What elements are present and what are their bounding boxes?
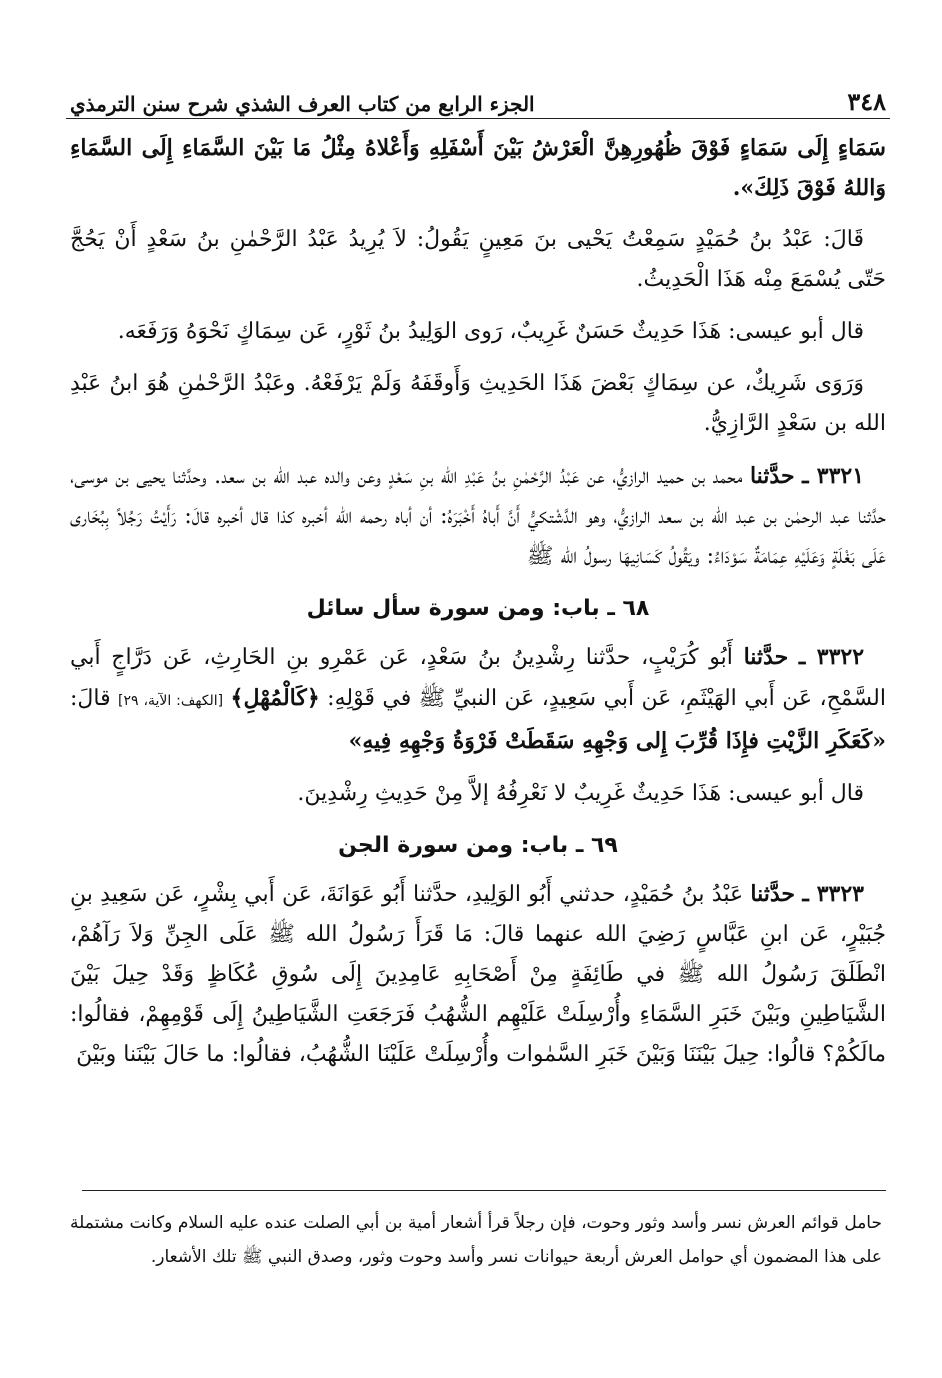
page-header: [70, 76, 886, 116]
hadith-3322: [70, 637, 886, 762]
hadith-text: قالَ:: [70, 686, 111, 711]
prophet-quote: «كَعَكَرِ الزَّيْتِ فإِذَا قُرِّبَ إِلى وَجْهِهِ سَقَطَتْ فَرْوَةُ وَجْهِهِ فِيهِ»: [348, 728, 886, 754]
commentary-paragraph: قَالَ: عَبْدُ بنُ حُمَيْدٍ سَمِعْتُ يَحْيى بنَ مَعِينٍ يَقُولُ: لاَ يُرِيدُ عَبْدُ الرَّحْمٰنِ بنُ سَعْدٍ أَنْ يَحُجَّ حَتّى يُسْمَعَ مِنْه هَذَا الْحَدِيثُ.: [70, 227, 886, 292]
hadith-text: عَبْدُ بنُ حُمَيْدٍ، حدثني أَبُو الوَلِيدِ، حدَّثنا أَبُو عَوَانَةَ، عَن أَبي بِشْرٍ، عَن سَعِيدِ بنِ جُبَيْرٍ، عَن ابنِ عَبَّاسٍ رَضِيَ الله عنهما قالَ: مَا قَرَأَ رَسُولُ الله ﷺ عَلَى الجِنِّ وَلاَ رَآهُمْ، انْطَلَقَ رَسُولُ الله ﷺ في طَائِفَةٍ مِنْ أَصْحَابِهِ عَامِدِينَ إِلَى سُوقِ عُكَاظٍ وَقَدْ حِيلَ بَيْنَ الشَّيَاطِينِ وبَيْنَ خَبَرِ السَّمَاءِ وأُرْسِلَتْ عَلَيْهِم الشُّهُبُ فَرَجَعَتِ الشَّيَاطِينُ إِلَى قَوْمِهِمْ، فقالُوا: مالَكُمْ؟ قالُوا: حِيلَ بَيْنَنَا وَبَيْنَ خَبَرِ السَّمٰوات وأُرْسِلَتْ عَلَيْنَا الشُّهُبُ، فقالُوا: ما حَالَ بَيْنَنا وبَيْنَ: [70, 882, 886, 1067]
main-text: [70, 128, 886, 1087]
hadith-opener: حدَّثنا: [750, 881, 796, 907]
hadith-text: أَبُو كُرَيْبٍ، حدَّثنا رِشْدِينُ بنُ سَعْدٍ، عَن عَمْرِو بنِ الحَارِثِ، عَن دَرَّاجٍ أَبي السَّمْحِ، عَن أَبي الهَيْثَمِ، عَن أَبي سَعِيدٍ، عَن النبيِّ ﷺ في قَوْلِهِ:: [70, 645, 886, 711]
hadith-opener: حدَّثنا: [749, 463, 795, 489]
sharik-narration: وَرَوَى شَرِيكٌ، عن سِمَاكٍ بَعْضَ هَذَا الحَدِيثِ وَأَوقَفَهُ وَلَمْ يَرْفَعْهُ. وعَبْدُ الرَّحْمٰنِ هُوَ ابنُ عَبْدِ الله بن سَعْدٍ الرَّازِيُّ.: [70, 371, 886, 436]
hadith-text: محمد بن حميد الرازيُّ، عن عَبْدُ الرَّحْمٰنِ بنُ عَبْدِ الله بنِ سَعْدٍ وعن والده عبد الله بن سعد. وحدَّثنا يحيى بن موسى، حدَّثنا عبد الرحمٰن بن عبد الله بن سعد الرازيُّ، وهو الدَّشْتكيُّ أَنَّ أَباهُ أَخْبَرَهُ: أن أباه رحمه الله أخبره كذا قال أخبره قالَ: رَأَيْتُ رَجُلاً بِبُخَارى عَلَى بَغْلَةٍ وَعَلَيْهِ عِمَامَةٌ سَوْدَاءُ: ويَقُولُ كَسَانِيهَا رسولُ الله ﷺ: [70, 464, 886, 569]
hadith-continuation: سَمَاءٍ إِلَى سَمَاءٍ فَوْقَ ظُهُورِهِنَّ الْعَرْشُ بَيْنَ أَسْفَلِهِ وَأَعْلاهُ مِثْلُ مَا بَيْنَ السَّمَاءِ إِلَى السَّمَاءِ وَاللهُ فَوْقَ ذَلِكَ».: [70, 135, 886, 201]
header-divider: [66, 118, 890, 119]
hadith-number: ٣٣٢٣ ـ: [802, 881, 864, 907]
running-title: الجزء الرابع من كتاب العرف الشذي شرح سنن الترمذي: [70, 92, 535, 116]
quran-quote: ﴿كَالْمُهْلِ﴾: [230, 685, 320, 711]
chapter-heading-69: ٦٩ ـ باب: ومن سورة الجن: [338, 833, 618, 858]
abu-isa-remark: قال أبو عيسى: هَذَا حَدِيثٌ غَرِيبٌ لا نَعْرِفُهُ إلاَّ مِنْ حَدِيثِ رِشْدِينَ.: [297, 781, 864, 806]
hadith-opener: حدَّثنا: [743, 644, 789, 670]
footnote-divider: [82, 1190, 886, 1191]
hadith-3323: [70, 874, 886, 1075]
footnotes: [70, 1206, 882, 1274]
hadith-number: ٣٣٢٢ ـ: [798, 644, 865, 670]
page-number: ٣٤٨: [847, 87, 886, 116]
verse-reference: [الكهف: الآية، ٢٩]: [118, 693, 224, 709]
hadith-number: ٣٣٢١ ـ: [802, 463, 865, 489]
chapter-heading-68: ٦٨ ـ باب: ومن سورة سأل سائل: [306, 596, 650, 621]
footnote-text: حامل قوائم العرش نسر وأسد وثور وحوت، فإن رجلاً قرأ أشعار أمية بن أبي الصلت عنده عليه السلام وكانت مشتملة على هذا المضمون أي حوامل العرش أربعة حيوانات نسر وأسد وحوت وثور، وصدق النبي ﷺ تلك الأشعار.: [70, 1213, 882, 1267]
abu-isa-remark: قال أبو عيسى: هَذَا حَدِيثٌ حَسَنٌ غَرِيبٌ، رَوى الوَلِيدُ بنُ ثَوْرٍ، عَن سِمَاكٍ نَحْوَهُ وَرَفَعَه.: [117, 319, 864, 344]
hadith-3321: [70, 456, 886, 577]
